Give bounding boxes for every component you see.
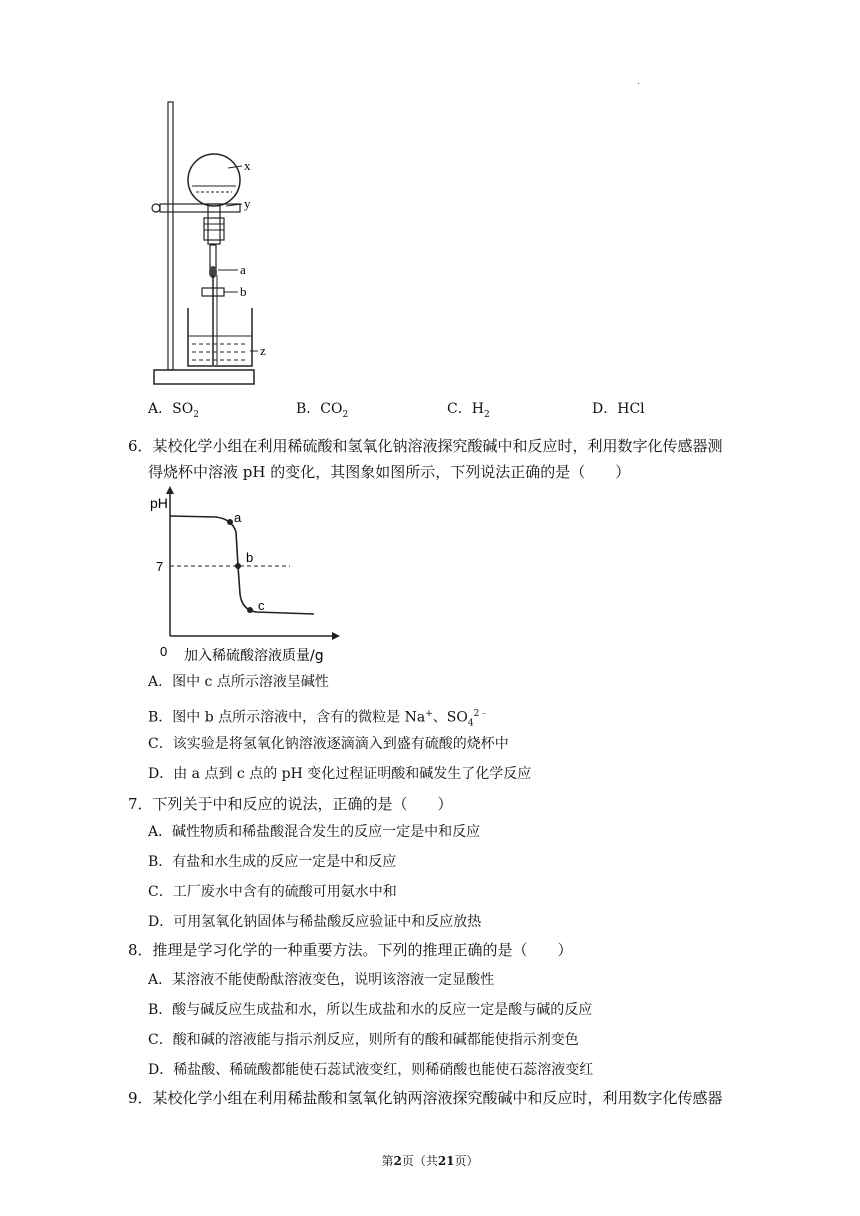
q8-option-c: C．酸和碱的溶液能与指示剂反应，则所有的酸和碱都能使指示剂变色: [148, 1032, 579, 1048]
point-c: [247, 607, 253, 613]
point-a: [227, 519, 233, 525]
q5-option-c: C．$H_2$: [447, 401, 490, 420]
q5-option-d: D．HCl: [592, 401, 645, 417]
page-footer: 第2页（共21页）: [381, 1154, 479, 1168]
label-z: z: [260, 343, 266, 358]
label-b: b: [240, 284, 247, 299]
point-b: [235, 563, 241, 569]
q7-option-a: A．碱性物质和稀盐酸混合发生的反应一定是中和反应: [148, 824, 481, 840]
q7-stem: 7．下列关于中和反应的说法，正确的是（ ）: [128, 795, 453, 813]
q6-option-b: B．图中 b 点所示溶液中，含有的微粒是 Na+、$SO_4^{2﹣}$: [148, 709, 489, 729]
apparatus-figure: [146, 100, 276, 390]
q6-stem-line2: 得烧杯中溶液 pH 的变化，其图象如图所示，下列说法正确的是（ ）: [148, 463, 631, 481]
label-x: x: [244, 158, 251, 173]
q8-stem: 8．推理是学习化学的一种重要方法。下列的推理正确的是（ ）: [128, 941, 573, 959]
q5-option-b: B．$CO_2$: [296, 401, 349, 420]
graph-label-c: c: [258, 598, 265, 613]
q6-stem-line1: 6．某校化学小组在利用稀硫酸和氢氧化钠溶液探究酸碱中和反应时，利用数字化传感器测: [128, 437, 723, 455]
label-y: y: [244, 196, 251, 211]
q7-option-b: B．有盐和水生成的反应一定是中和反应: [148, 854, 397, 870]
q7-option-c: C．工厂废水中含有的硫酸可用氨水中和: [148, 884, 397, 900]
q5-option-a: A．$SO_2$: [148, 401, 199, 420]
top-mark: .: [637, 76, 641, 87]
ph-graph: [146, 486, 346, 666]
q8-option-b: B．酸与碱反应生成盐和水，所以生成盐和水的反应一定是酸与碱的反应: [148, 1002, 593, 1018]
q8-option-a: A．某溶液不能使酚酞溶液变色，说明该溶液一定显酸性: [148, 972, 495, 988]
graph-tick-7: 7: [156, 559, 164, 574]
q8-option-d: D．稀盐酸、稀硫酸都能使石蕊试液变红，则稀硝酸也能使石蕊溶液变红: [148, 1062, 594, 1078]
q6-option-c: C．该实验是将氢氧化钠溶液逐滴滴入到盛有硫酸的烧杯中: [148, 736, 509, 752]
q6-option-d: D．由 a 点到 c 点的 pH 变化过程证明酸和碱发生了化学反应: [148, 766, 532, 782]
graph-label-a: a: [234, 510, 242, 525]
graph-label-b: b: [246, 550, 254, 565]
q6-option-a: A．图中 c 点所示溶液呈碱性: [148, 674, 329, 690]
label-a: a: [240, 262, 246, 277]
q9-stem: 9．某校化学小组在利用稀盐酸和氢氧化钠两溶液探究酸碱中和反应时，利用数字化传感器: [128, 1089, 723, 1107]
graph-xlabel: 加入稀硫酸溶液质量/g: [184, 648, 324, 664]
graph-ylabel: pH: [150, 495, 168, 511]
graph-origin: 0: [160, 644, 168, 659]
q7-option-d: D．可用氢氧化钠固体与稀盐酸反应验证中和反应放热: [148, 914, 482, 930]
